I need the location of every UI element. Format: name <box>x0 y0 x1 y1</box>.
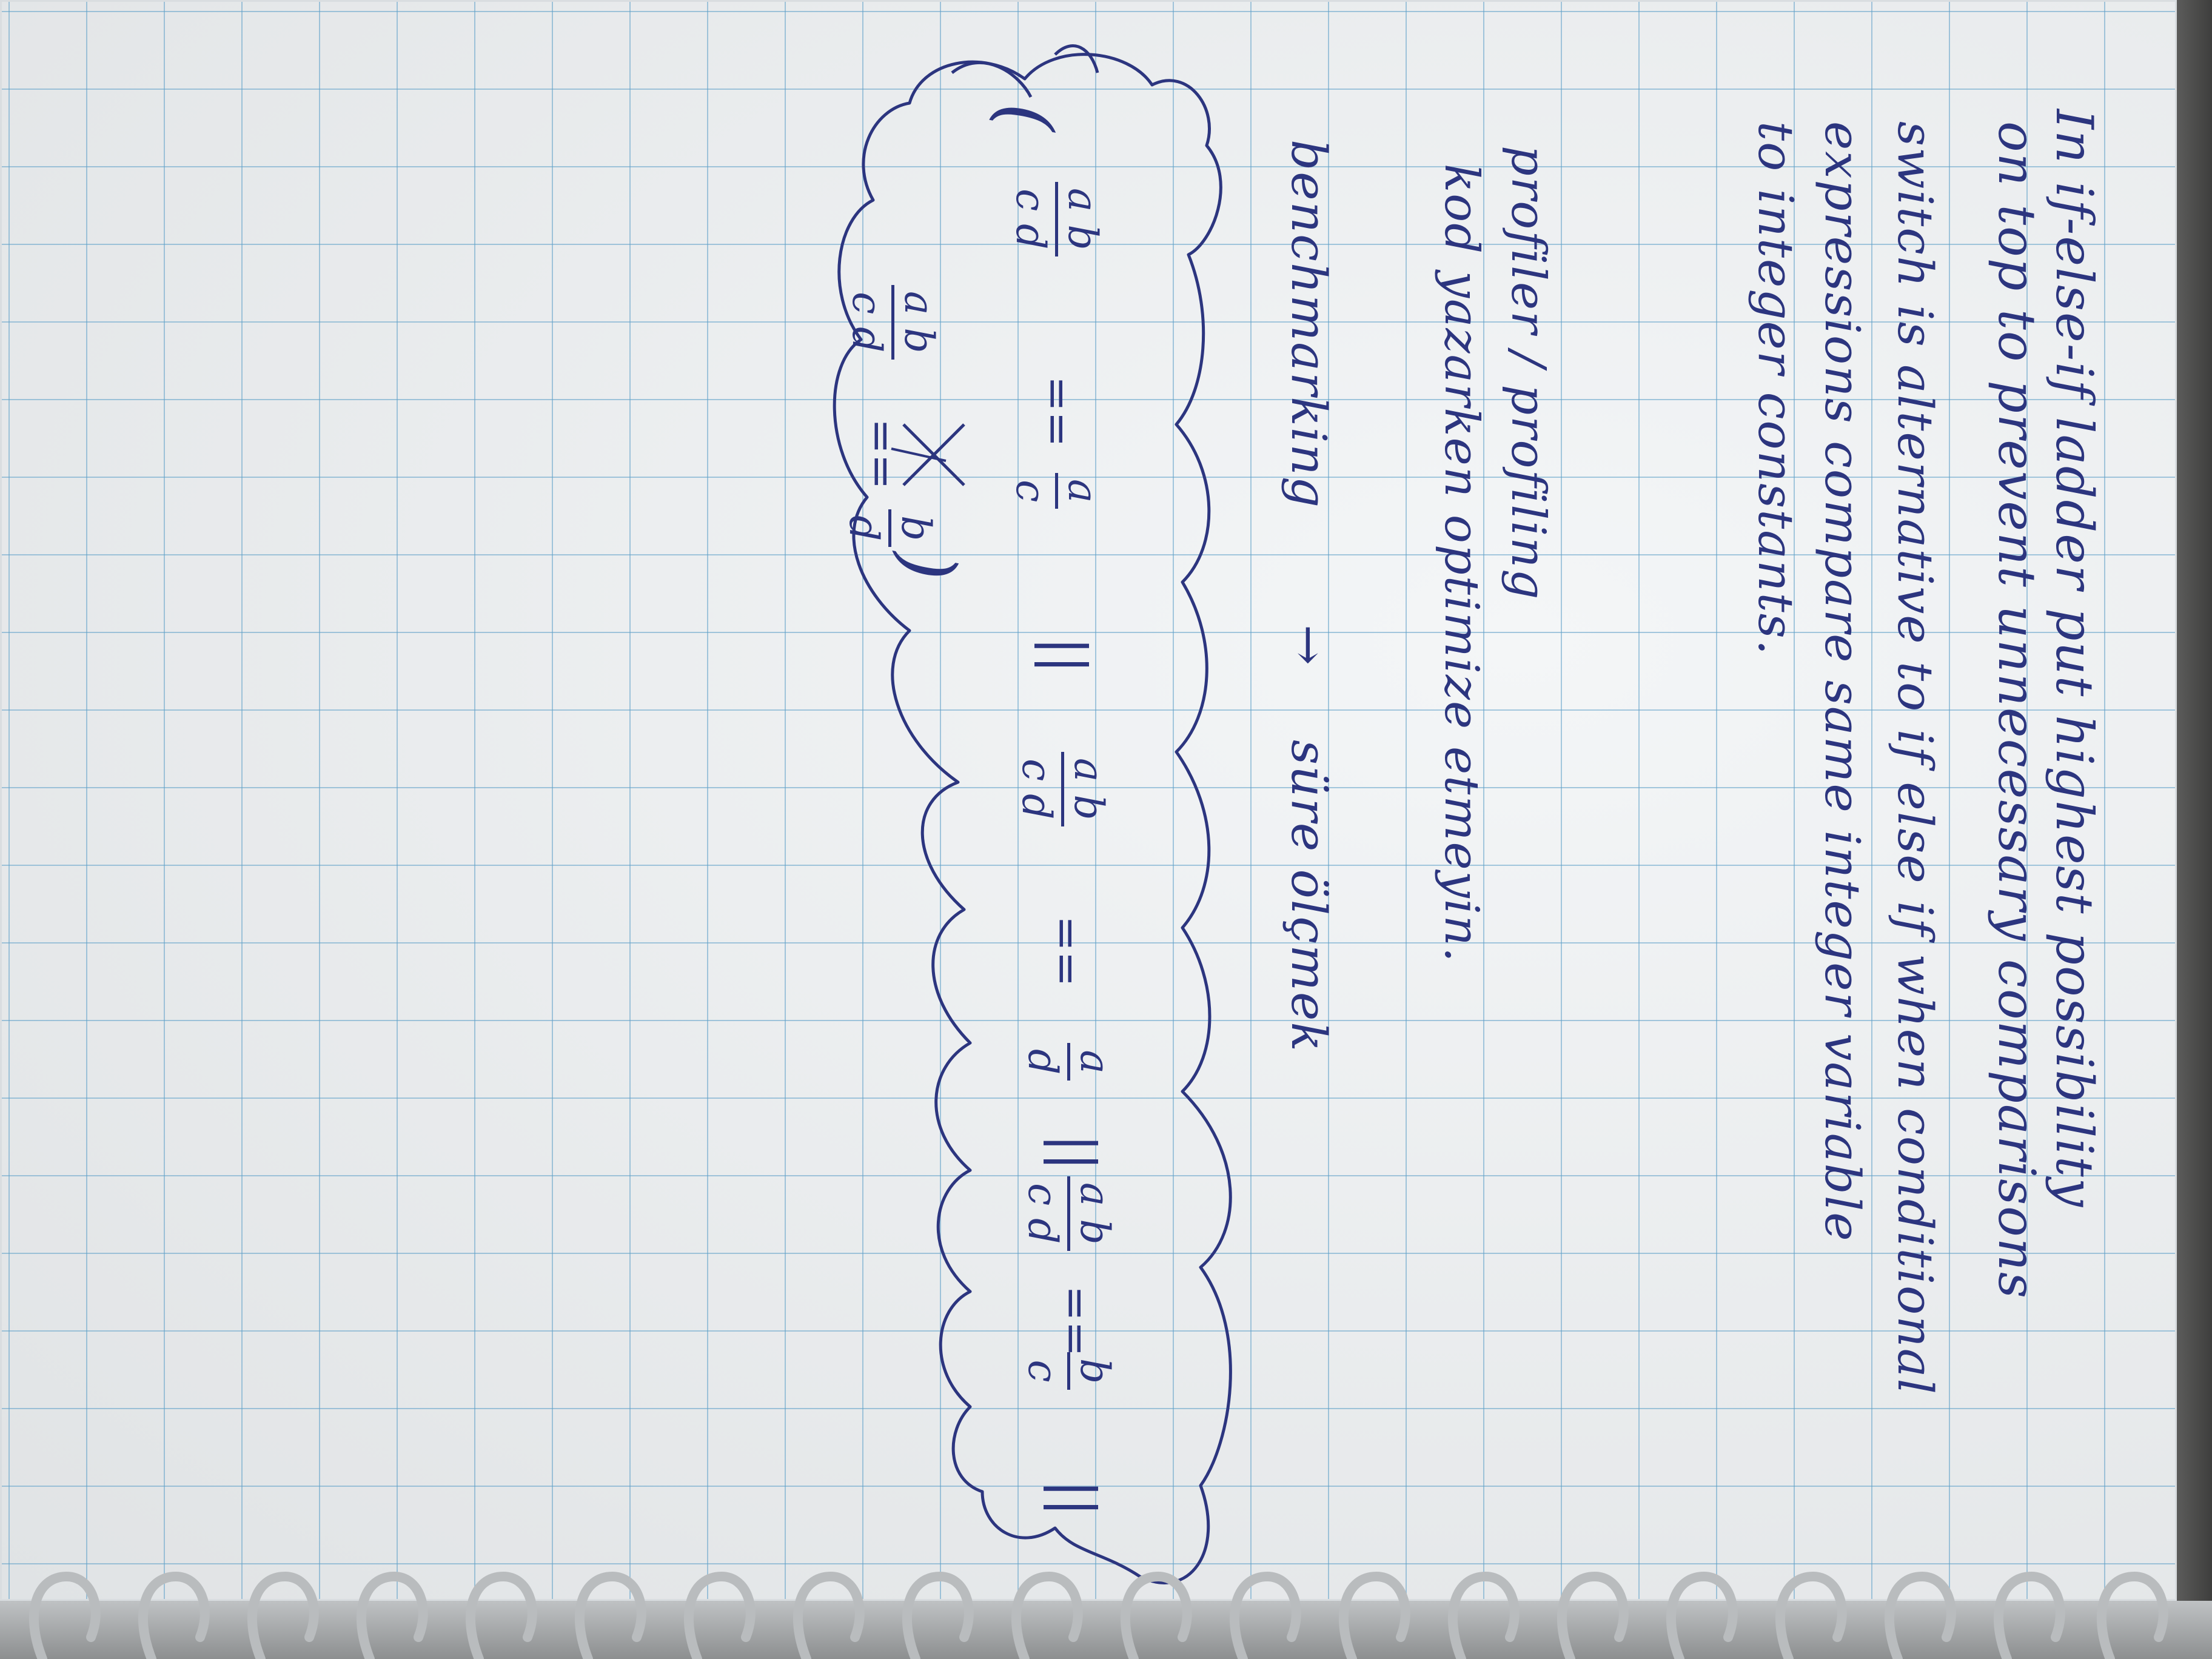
note-line-6: profiler / profiling <box>1501 146 1555 601</box>
ring-9 <box>907 1577 969 1659</box>
ring-15 <box>1562 1577 1624 1659</box>
equals-2: == <box>1042 916 1091 987</box>
ring-16 <box>1671 1577 1733 1659</box>
ring-17 <box>1780 1577 1842 1659</box>
ring-19 <box>1999 1577 2060 1659</box>
cloud-outline <box>834 55 1230 1583</box>
fraction-3-num: a b <box>1065 758 1112 820</box>
note-line-3: switch is alternative to if else if when conditional <box>1887 121 1943 1396</box>
ring-14 <box>1453 1577 1515 1659</box>
ring-1 <box>34 1577 96 1659</box>
fraction-4-num: a <box>1071 1050 1118 1074</box>
fraction-2-num: a <box>1059 479 1106 503</box>
ring-4 <box>361 1577 423 1659</box>
fraction-3-den: c d <box>1013 759 1060 820</box>
ring-3 <box>252 1577 314 1659</box>
open-paren: ( <box>983 103 1067 132</box>
note-line-4: expressions compare same integer variable <box>1814 121 1871 1242</box>
note-line-9: süre ölçmek <box>1281 740 1337 1053</box>
or-2: || <box>1043 1134 1107 1171</box>
spiral-binding <box>34 1577 2163 1659</box>
equals-3: == <box>1051 1285 1101 1357</box>
or-3: || <box>1043 1480 1107 1517</box>
note-line-7: kod yazarken optimize etmeyin. <box>1434 164 1489 964</box>
fraction-5-num: a b <box>1071 1182 1118 1245</box>
ring-13 <box>1344 1577 1406 1659</box>
or-1: || <box>1034 637 1098 674</box>
ring-5 <box>471 1577 532 1659</box>
fraction-7-num: a b <box>896 291 942 354</box>
ring-8 <box>798 1577 860 1659</box>
fraction-6-num: b <box>1071 1358 1118 1384</box>
close-paren: ) <box>886 552 970 580</box>
note-line-2: on top to prevent unnecessary comparisons <box>1987 121 2046 1299</box>
ring-18 <box>1889 1577 1951 1659</box>
equals-4: == <box>857 418 907 490</box>
fraction-8-den: d <box>840 515 887 541</box>
fraction-1-num: a b <box>1059 188 1106 250</box>
fraction-2-den: c <box>1007 480 1054 503</box>
strike-through-mark <box>903 424 964 485</box>
fraction-6-den: c <box>1019 1359 1066 1382</box>
note-arrow: → <box>1281 625 1337 667</box>
fraction-7-den: c d <box>843 292 890 353</box>
ring-10 <box>1016 1577 1078 1659</box>
ring-7 <box>689 1577 751 1659</box>
ring-20 <box>2102 1577 2163 1659</box>
note-line-5: to integer constants. <box>1748 121 1804 657</box>
fraction-4-den: d <box>1019 1049 1066 1075</box>
fraction-8-num: b <box>893 515 939 541</box>
fraction-1-den: c d <box>1007 189 1054 250</box>
ring-2 <box>143 1577 205 1659</box>
equals-1: == <box>1033 376 1082 447</box>
ring-6 <box>580 1577 642 1659</box>
ring-12 <box>1235 1577 1296 1659</box>
note-line-8: benchmarking <box>1281 139 1337 509</box>
ring-11 <box>1125 1577 1187 1659</box>
note-line-1: In if-else-if ladder put highest possibility <box>2045 109 2104 1208</box>
fraction-5-den: c d <box>1019 1183 1066 1244</box>
